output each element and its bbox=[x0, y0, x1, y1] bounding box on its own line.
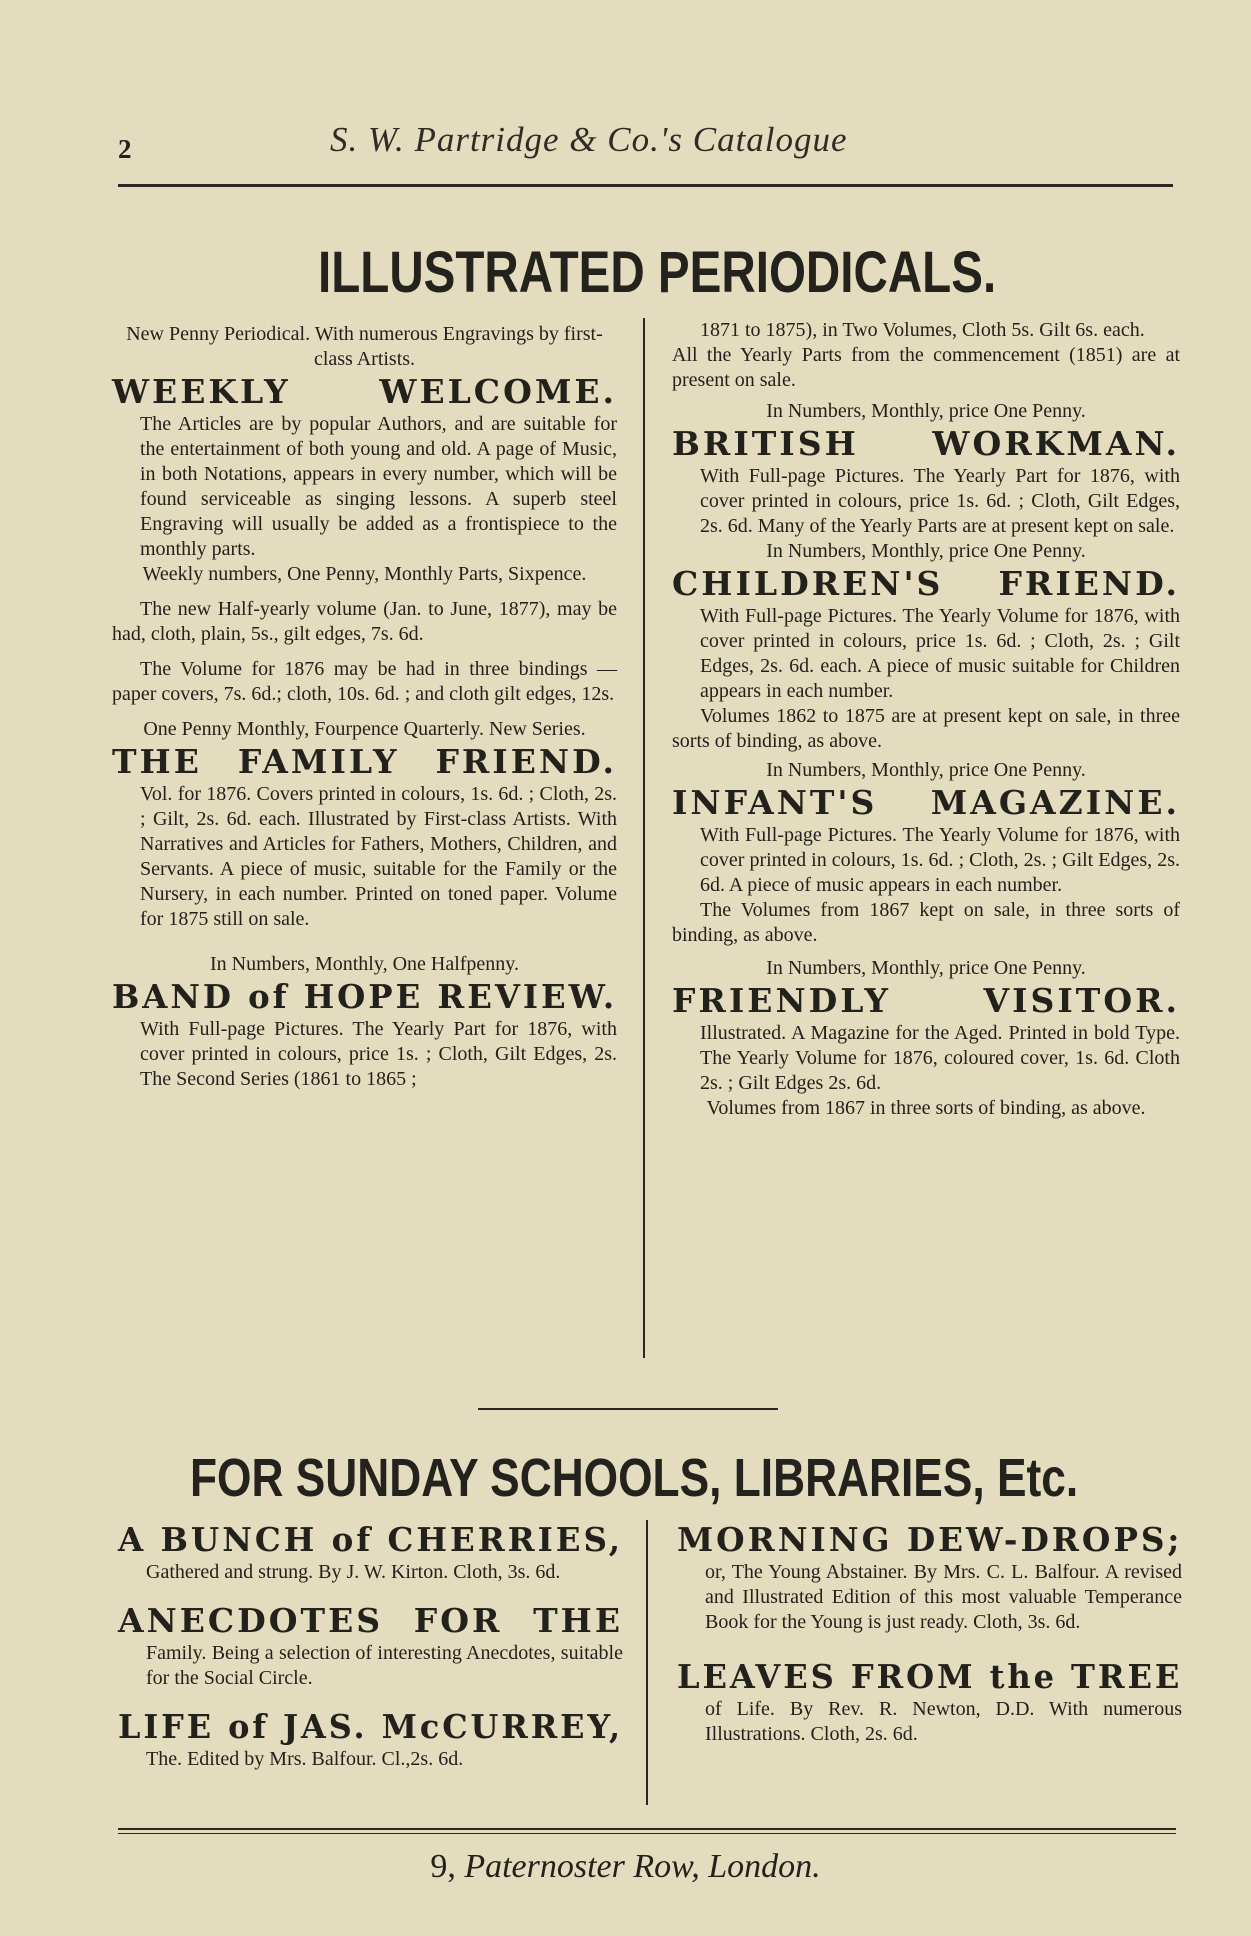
leaves-from-the-tree-body: of Life. By Rev. R. Newton, D.D. With numerous Illustrations. Cloth, 2s. 6d. bbox=[705, 1698, 1182, 1745]
childrens-friend-volumes: Volumes 1862 to 1875 are at present kept on sale, in three sorts of binding, as above. bbox=[672, 705, 1180, 752]
footer-address-line bbox=[0, 1848, 1251, 1886]
band-of-hope-all-parts: All the Yearly Parts from the commencement (1851) are at present on sale. bbox=[672, 344, 1180, 391]
band-of-hope-heading: BAND of HOPE REVIEW. bbox=[112, 977, 618, 1016]
band-of-hope-intro: In Numbers, Monthly, One Halfpenny. bbox=[209, 953, 519, 975]
weekly-welcome-heading: WEEKLY WELCOME. bbox=[112, 372, 617, 411]
footer-address: Paternoster Row, London. bbox=[464, 1848, 821, 1885]
header-rule bbox=[118, 184, 1173, 187]
weekly-welcome-body: The Articles are by popular Authors, and are suitable for the entertainment of both young and old. A page of Music, in both Notations, appears in every number, which will be found serviceable as singing lessons. A superb steel Engraving will usually be added as a frontispiece to the monthly parts. bbox=[140, 413, 617, 560]
sunday-left-column bbox=[118, 1520, 623, 1772]
footer-number: 9, bbox=[430, 1848, 456, 1885]
page-number: 2 bbox=[118, 134, 132, 164]
infants-magazine-body: With Full-page Pictures. The Yearly Volume for 1876, with cover printed in colours, 1s. 6d. ; Cloth, 2s. ; Gilt Edges, 2s. 6d. A piece of music appears in each number. bbox=[700, 824, 1180, 896]
footer-rule-bottom bbox=[118, 1833, 1176, 1834]
bunch-of-cherries-body: Gathered and strung. By J. W. Kirton. Cloth, 3s. 6d. bbox=[146, 1561, 561, 1583]
weekly-welcome-volume: The new Half-yearly volume (Jan. to June, 1877), may be had, cloth, plain, 5s., gilt edges, 7s. 6d. bbox=[112, 598, 617, 645]
sunday-schools-title: FOR SUNDAY SCHOOLS, LIBRARIES, Etc. bbox=[190, 1448, 1079, 1508]
weekly-welcome-volume-1876: The Volume for 1876 may be had in three bindings — paper covers, 7s. 6d.; cloth, 10s. 6d. ; and cloth gilt edges, 12s. bbox=[112, 658, 617, 705]
life-of-mccurrey-body: The. Edited by Mrs. Balfour. Cl.,2s. 6d. bbox=[146, 1748, 464, 1770]
friendly-visitor-heading: FRIENDLY VISITOR. bbox=[672, 981, 1180, 1020]
section-divider-rule bbox=[478, 1408, 778, 1410]
periodicals-right-column bbox=[672, 318, 1180, 1121]
infants-magazine-heading: INFANT'S MAGAZINE. bbox=[672, 783, 1180, 822]
sunday-right-column bbox=[677, 1520, 1182, 1747]
morning-dew-drops-body: or, The Young Abstainer. By Mrs. C. L. Balfour. A revised and Illustrated Edition of this most valuable Temperance Book for the Young is just ready. Cloth, 3s. 6d. bbox=[705, 1561, 1182, 1633]
morning-dew-drops-heading: MORNING DEW-DROPS; bbox=[677, 1520, 1183, 1559]
anecdotes-heading: ANECDOTES FOR THE bbox=[118, 1601, 623, 1640]
anecdotes-body: Family. Being a selection of interesting Anecdotes, suitable for the Social Circle. bbox=[146, 1642, 623, 1689]
bunch-of-cherries-heading: A BUNCH of CHERRIES, bbox=[118, 1520, 623, 1559]
family-friend-heading: THE FAMILY FRIEND. bbox=[112, 742, 617, 781]
life-of-mccurrey-heading: LIFE of JAS. McCURREY, bbox=[118, 1707, 623, 1746]
band-of-hope-body: With Full-page Pictures. The Yearly Part for 1876, with cover printed in colours, price 1s. ; Cloth, Gilt Edges, 2s. The Second Series (1861 to 1865 ; bbox=[140, 1018, 617, 1090]
family-friend-intro: One Penny Monthly, Fourpence Quarterly. New Series. bbox=[143, 718, 586, 740]
weekly-intro: New Penny Periodical. With numerous Engravings by first-class Artists. bbox=[126, 323, 603, 370]
friendly-visitor-body: Illustrated. A Magazine for the Aged. Printed in bold Type. The Yearly Volume for 1876, coloured cover, 1s. 6d. Cloth 2s. ; Gilt Edges 2s. 6d. bbox=[700, 1022, 1180, 1094]
weekly-welcome-price: Weekly numbers, One Penny, Monthly Parts, Sixpence. bbox=[142, 563, 587, 585]
periodicals-title: ILLUSTRATED PERIODICALS. bbox=[318, 240, 997, 305]
british-workman-intro: In Numbers, Monthly, price One Penny. bbox=[766, 400, 1086, 422]
band-of-hope-continued: 1871 to 1875), in Two Volumes, Cloth 5s. Gilt 6s. each. bbox=[700, 319, 1145, 341]
periodicals-left-column bbox=[112, 322, 617, 1092]
leaves-from-the-tree-heading: LEAVES FROM the TREE bbox=[677, 1657, 1183, 1696]
british-workman-body: With Full-page Pictures. The Yearly Part for 1876, with cover printed in colours, price 1s. 6d. ; Cloth, Gilt Edges, 2s. 6d. Many of the Yearly Parts are at present kept on sale. bbox=[700, 465, 1180, 537]
family-friend-body: Vol. for 1876. Covers printed in colours, 1s. 6d. ; Cloth, 2s. ; Gilt, 2s. 6d. each. Illustrated by First-class Artists. With Narratives and Articles for Fathers, Mothers, Children, and Servants. A piece of music, suitable for the Family or the Nursery, in each number. Printed on toned paper. Volume for 1875 still on sale. bbox=[140, 783, 617, 930]
british-workman-heading: BRITISH WORKMAN. bbox=[672, 424, 1180, 463]
footer-rule-top bbox=[118, 1828, 1176, 1830]
infants-magazine-volumes: The Volumes from 1867 kept on sale, in three sorts of binding, as above. bbox=[672, 899, 1180, 946]
childrens-friend-heading: CHILDREN'S FRIEND. bbox=[672, 564, 1180, 603]
periodicals-column-divider bbox=[643, 318, 645, 1358]
friendly-visitor-volumes: Volumes from 1867 in three sorts of binding, as above. bbox=[706, 1097, 1146, 1119]
sunday-column-divider bbox=[646, 1520, 648, 1805]
infants-magazine-intro: In Numbers, Monthly, price One Penny. bbox=[766, 759, 1086, 781]
running-title: S. W. Partridge & Co.'s Catalogue bbox=[330, 120, 848, 159]
friendly-visitor-intro: In Numbers, Monthly, price One Penny. bbox=[766, 957, 1086, 979]
childrens-friend-intro: In Numbers, Monthly, price One Penny. bbox=[766, 540, 1086, 562]
childrens-friend-body: With Full-page Pictures. The Yearly Volume for 1876, with cover printed in colours, price 1s. 6d. ; Cloth, 2s. ; Gilt Edges, 2s. 6d. each. A piece of music suitable for Children appears in each number. bbox=[700, 605, 1180, 702]
